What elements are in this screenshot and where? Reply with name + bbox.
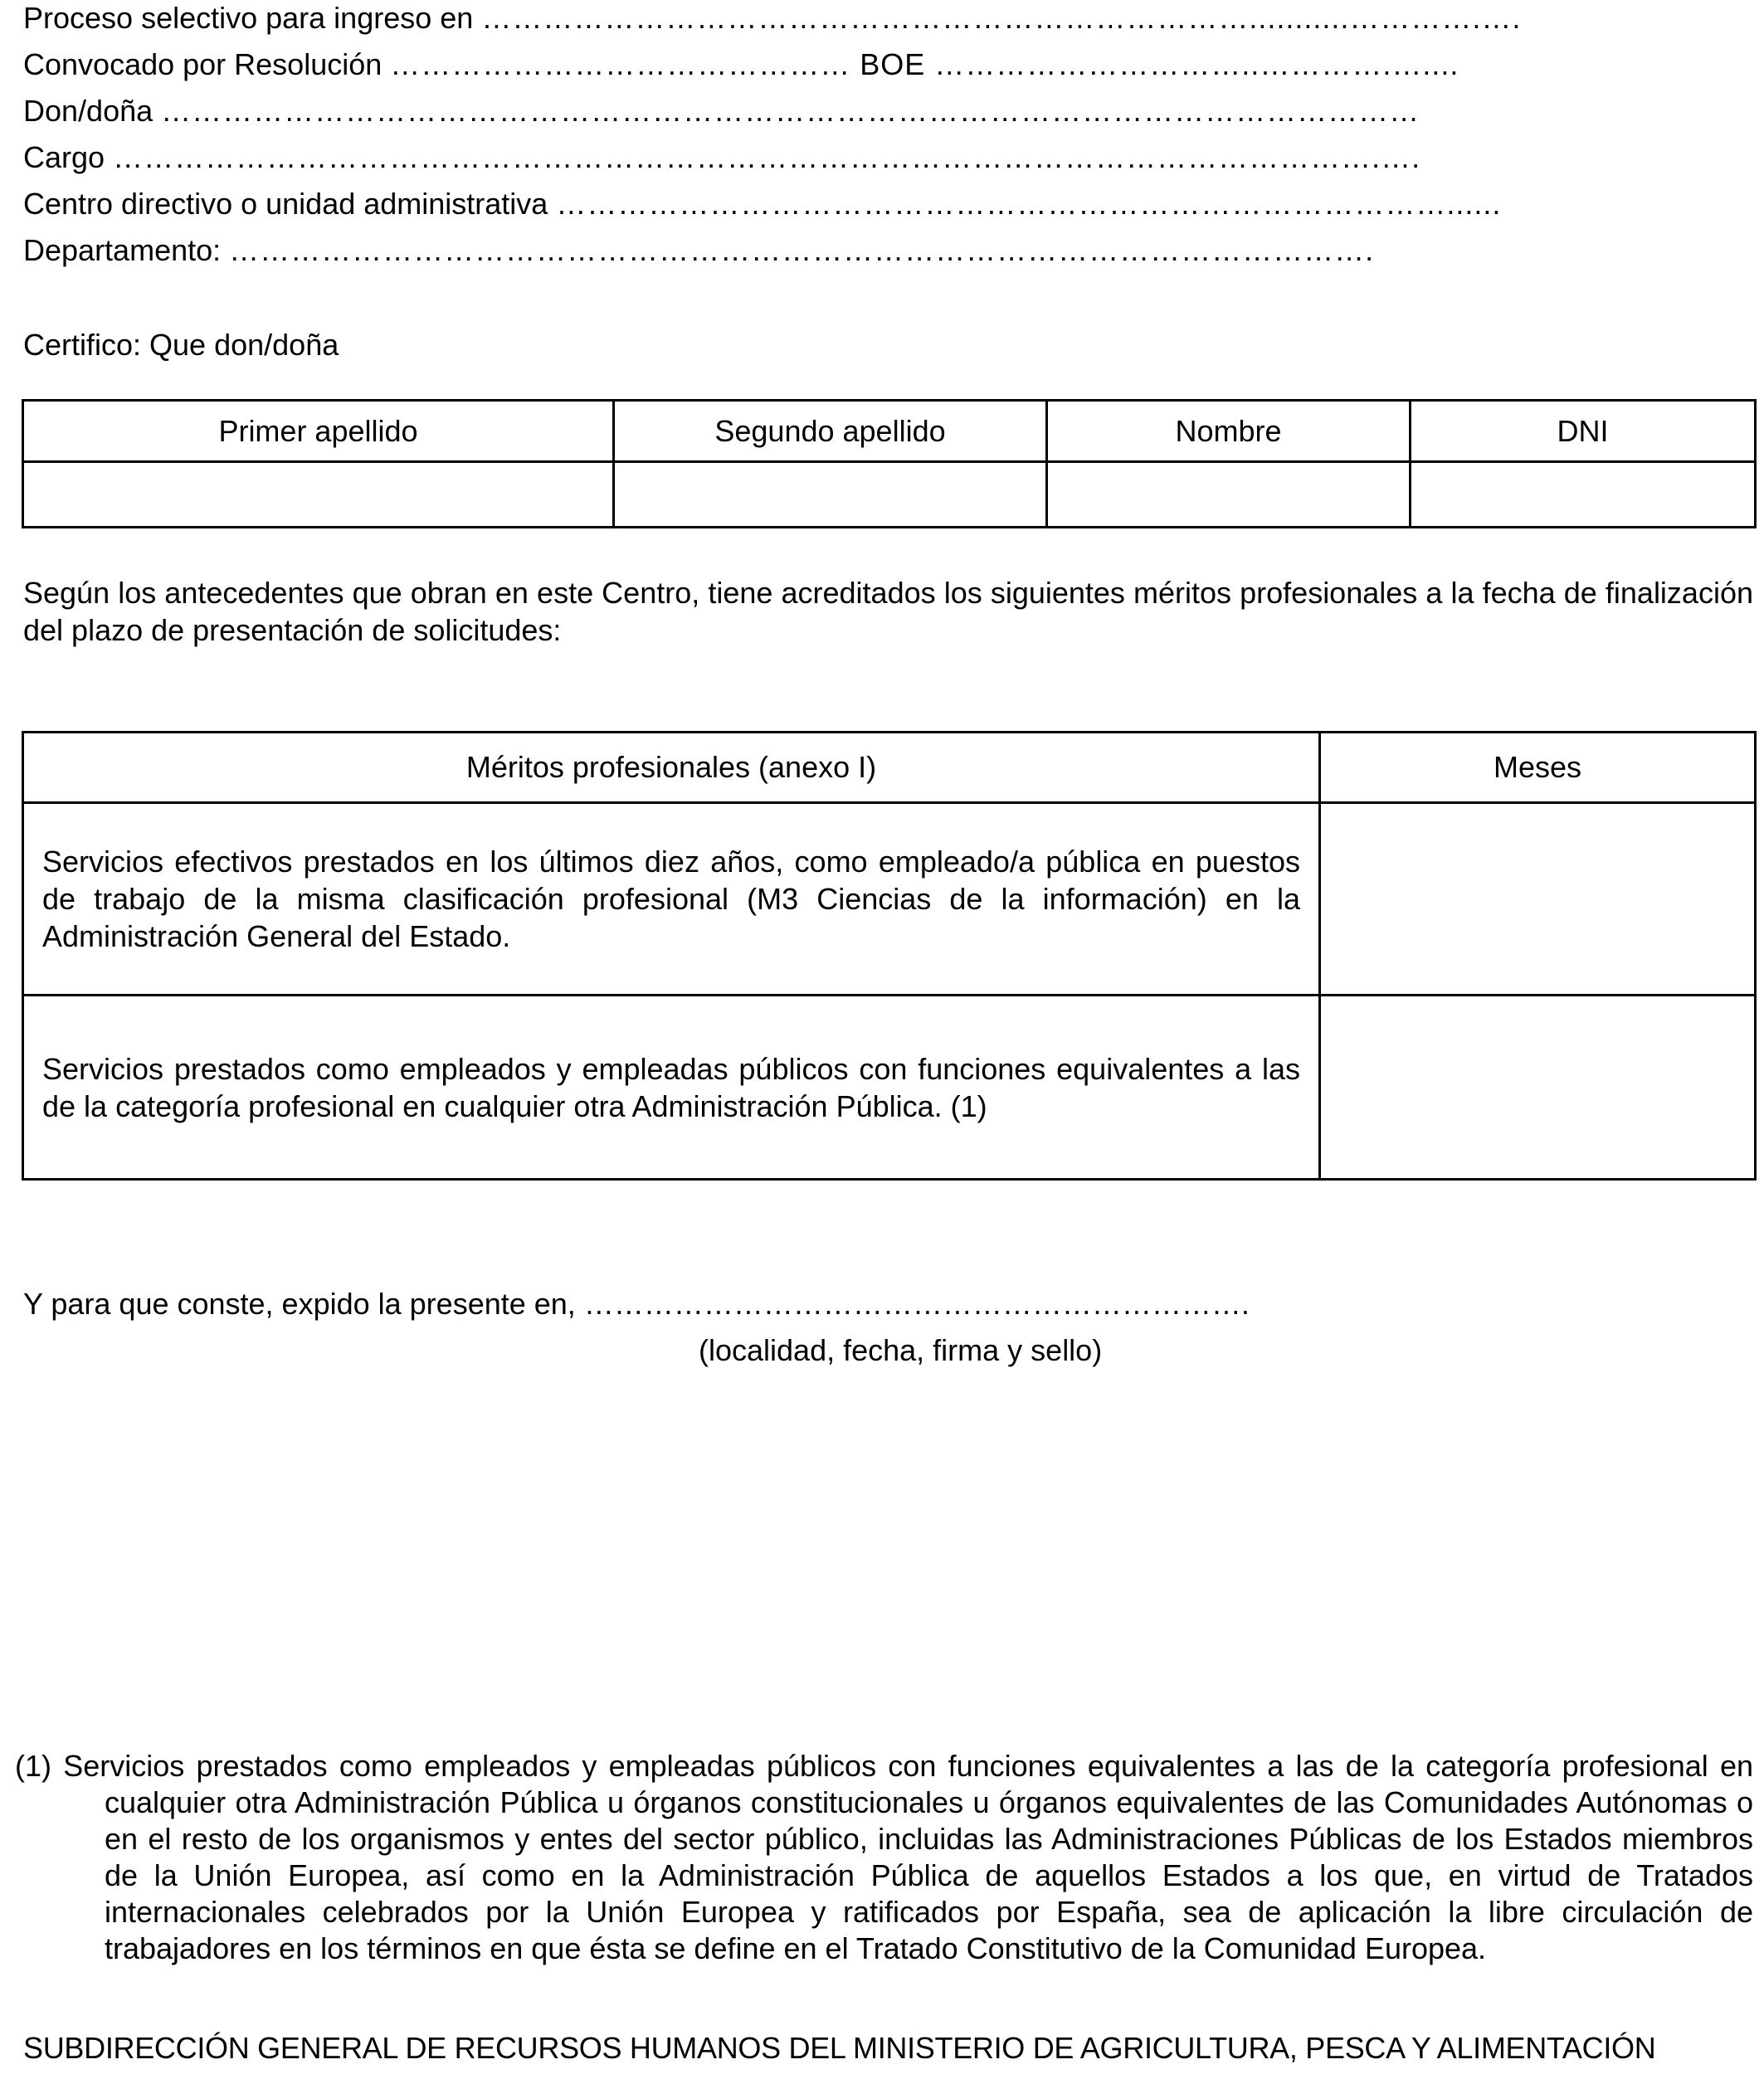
fill-dots: ……………………………………… BOE …………………………..………….….... <box>390 47 1459 81</box>
field-label: Don/doña <box>23 94 153 128</box>
header-dni: DNI <box>1411 401 1756 462</box>
intro-paragraph: Según los antecedentes que obran en este Centro, tiene acreditados los siguientes méritos profesionales a la fecha de finalización del plazo de presentación de solicitudes: <box>23 576 1753 647</box>
closing-line <box>23 1283 1250 1326</box>
field-cargo <box>23 136 1751 179</box>
cell-segundo-apellido[interactable] <box>614 462 1047 528</box>
footnote: (1) Servicios prestados como empleados y empleadas públicos con funciones equivalentes a las de la categoría profesional en cualquier otra Administración Pública u órganos constitucionales u órganos equivalentes de las Comunidades Autónomas o en el resto de los organismos y entes del sector público, incluidas las Administraciones Públicas de los Estados miembros de la Unión Europea, así como en la Administración Pública de aquellos Estados a los que, en virtud de Tratados internacionales celebrados por la Unión Europea y ratificados por España, sea de aplicación la libre circulación de trabajadores en los términos en que ésta se define en el Tratado Constitutivo de la Comunidad Europea. <box>15 1749 1753 1965</box>
closing-text: Y para que conste, expido la presente en, <box>23 1287 576 1321</box>
field-label: Cargo <box>23 140 105 174</box>
issuer-name: SUBDIRECCIÓN GENERAL DE RECURSOS HUMANOS DEL MINISTERIO DE AGRICULTURA, PESCA Y ALIMENTACIÓN <box>23 2031 1656 2065</box>
closing-caption: (localidad, fecha, firma y sello) <box>699 1333 1103 1367</box>
person-table <box>22 399 1757 528</box>
field-convocado-por-resolucion <box>23 43 1751 86</box>
merits-row <box>23 996 1756 1180</box>
field-departamento <box>23 229 1751 272</box>
header-meses: Meses <box>1320 733 1756 803</box>
field-label: Departamento: <box>23 233 222 267</box>
merits-table-header-row <box>23 733 1756 803</box>
merit-months-cell[interactable] <box>1320 803 1756 996</box>
field-centro-directivo <box>23 183 1751 226</box>
field-don-dona <box>23 90 1751 133</box>
fill-dots: …………………………………………………………………………………………………………… <box>161 94 1420 128</box>
header-segundo-apellido: Segundo apellido <box>614 401 1047 462</box>
closing-dots: …………………………………………………………. <box>583 1287 1250 1321</box>
cell-nombre[interactable] <box>1047 462 1411 528</box>
header-meritos: Méritos profesionales (anexo I) <box>23 733 1320 803</box>
person-table-row <box>23 462 1756 528</box>
field-label: Proceso selectivo para ingreso en <box>23 1 474 35</box>
merits-table <box>22 731 1757 1181</box>
cell-dni[interactable] <box>1411 462 1756 528</box>
header-nombre: Nombre <box>1047 401 1411 462</box>
field-label: Centro directivo o unidad administrativa <box>23 187 548 221</box>
person-table-header-row <box>23 401 1756 462</box>
field-label: Convocado por Resolución <box>23 47 383 81</box>
merit-description: Servicios prestados como empleados y empleadas públicos con funciones equivalentes a las de la categoría profesional en cualquier otra Administración Pública. (1) <box>23 996 1320 1180</box>
fill-dots: …………………………………………………………………...........………….…. <box>481 1 1522 35</box>
merits-row <box>23 803 1756 996</box>
cell-primer-apellido[interactable] <box>23 462 614 528</box>
fill-dots: …………………………………………………………………………………………………. <box>229 233 1375 267</box>
fill-dots: ……………………………………………………………………………...... <box>556 187 1502 221</box>
header-primer-apellido: Primer apellido <box>23 401 614 462</box>
merit-description: Servicios efectivos prestados en los últimos diez años, como empleado/a pública en puestos de trabajo de la misma clasificación profesional (M3 Ciencias de la información) en la Administración General del Estado. <box>23 803 1320 996</box>
field-proceso-selectivo <box>23 0 1751 40</box>
fill-dots: …………………………………………………………………………………………………………….…. <box>113 140 1421 174</box>
certifico-text: Certifico: Que don/doña <box>23 328 339 362</box>
merit-months-cell[interactable] <box>1320 996 1756 1180</box>
